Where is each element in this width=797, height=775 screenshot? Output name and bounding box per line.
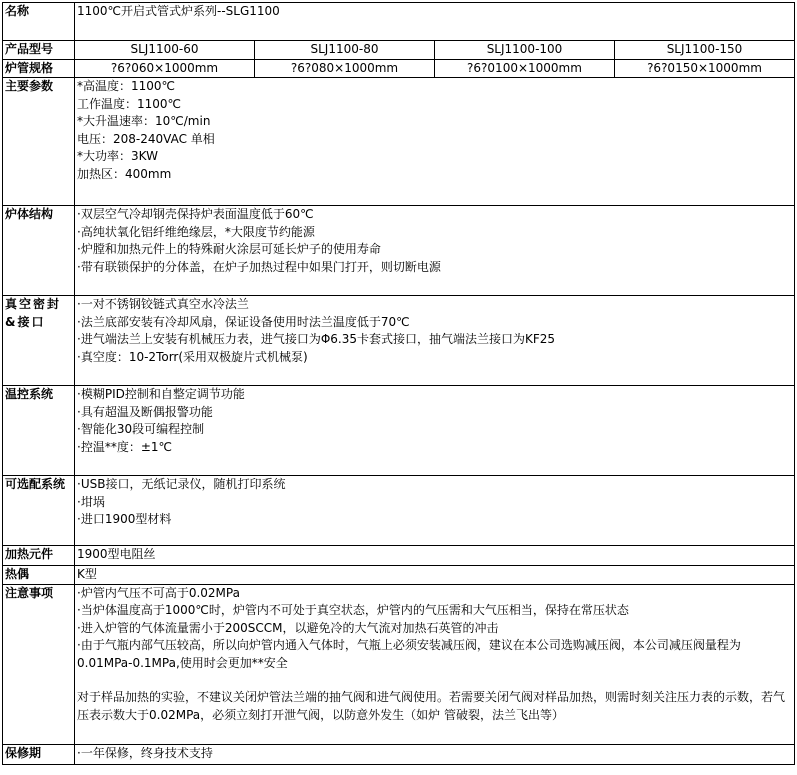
tube-cell: ?6?060×1000mm (75, 59, 255, 78)
row-model (3, 41, 795, 60)
label-vacuum: 真空密封&接口 (3, 296, 75, 386)
optional-line: · USB接口，无纸记录仪，随机打印系统 (77, 476, 792, 494)
note-paragraph: 对于样品加热的实验，不建议关闭炉管法兰端的抽气阀和进气阀使用。若需要关闭气阀对样品加热，则需时刻关注压力表的示数，若气压表示数大于0.02MPa，必须立刻打开泄气阀，以防意外发生（如炉 管破裂，法兰飞出等） (77, 690, 786, 722)
tube-cell: ?6?0100×1000mm (435, 59, 615, 78)
label-name: 名称 (3, 3, 75, 41)
tube-cell: ?6?080×1000mm (255, 59, 435, 78)
model-cell: SLJ1100-80 (255, 41, 435, 60)
value-structure (75, 206, 795, 296)
label-model: 产品型号 (3, 41, 75, 60)
param-line: *大功率：3KW (77, 149, 158, 163)
value-vacuum (75, 296, 795, 386)
param-line: 电压：208-240VAC 单相 (77, 131, 215, 146)
value-thermocouple: K型 (75, 566, 795, 585)
control-line: · 具有超温及断偶报警功能 (77, 404, 792, 422)
optional-line: · 进口1900型材料 (77, 511, 792, 529)
note-line: · 由于气瓶内部气压较高，所以向炉管内通入气体时，气瓶上必须安装减压阀，建议在本公司选购减压阀，本公司减压阀量程为0.01MPa-0.1MPa,使用时会更加**安全 (77, 637, 792, 672)
vacuum-line: · 一对不锈钢铰链式真空水冷法兰 (77, 296, 792, 314)
note-line: · 炉管内气压不可高于0.02MPa (77, 585, 792, 603)
label-notes: 注意事项 (3, 584, 75, 744)
tube-cell: ?6?0150×1000mm (615, 59, 795, 78)
row-tube (3, 59, 795, 78)
vacuum-line: · 进气端法兰上安装有机械压力表，进气接口为Φ6.35卡套式接口，抽气端法兰接口为KF25 (77, 331, 792, 349)
optional-line: · 坩埚 (77, 494, 792, 512)
note-line: · 进入炉管的气体流量需小于200SCCM，以避免冷的大气流对加热石英管的冲击 (77, 620, 792, 638)
row-notes (3, 584, 795, 744)
label-warranty: 保修期 (3, 744, 75, 764)
row-params (3, 78, 795, 206)
note-line: · 当炉体温度高于1000℃时，炉管内不可处于真空状态，炉管内的气压需和大气压相当，保持在常压状态 (77, 602, 792, 620)
label-optional: 可选配系统 (3, 476, 75, 546)
value-heater: 1900型电阻丝 (75, 546, 795, 566)
label-control: 温控系统 (3, 386, 75, 476)
row-structure (3, 206, 795, 296)
value-control (75, 386, 795, 476)
structure-line: · 高纯状氧化铝纤维绝缘层，*大限度节约能源 (77, 224, 792, 242)
row-heater (3, 546, 795, 566)
value-name: 1100℃开启式管式炉系列--SLG1100 (75, 3, 795, 41)
control-line: · 智能化30段可编程控制 (77, 421, 792, 439)
structure-line: · 带有联锁保护的分体盖，在炉子加热过程中如果门打开，则切断电源 (77, 259, 792, 277)
param-line: *高温度：1100℃ (77, 79, 176, 93)
model-cell: SLJ1100-60 (75, 41, 255, 60)
vacuum-line: · 法兰底部安装有冷却风扇，保证设备使用时法兰温度低于70℃ (77, 314, 792, 332)
label-params: 主要参数 (3, 78, 75, 206)
vacuum-line: · 真空度：10-2Torr(采用双极旋片式机械泵) (77, 349, 792, 367)
value-params (75, 78, 795, 206)
row-thermocouple (3, 566, 795, 585)
label-thermocouple: 热偶 (3, 566, 75, 585)
row-name (3, 3, 795, 41)
param-line: *大升温速率：10℃/min (77, 114, 211, 128)
label-tube: 炉管规格 (3, 59, 75, 78)
label-structure: 炉体结构 (3, 206, 75, 296)
row-control (3, 386, 795, 476)
value-warranty: · 一年保修，终身技术支持 (75, 744, 795, 764)
row-warranty (3, 744, 795, 764)
label-heater: 加热元件 (3, 546, 75, 566)
value-optional (75, 476, 795, 546)
structure-line: · 炉膛和加热元件上的特殊耐火涂层可延长炉子的使用寿命 (77, 241, 792, 259)
param-line: 工作温度：1100℃ (77, 96, 182, 111)
model-cell: SLJ1100-150 (615, 41, 795, 60)
row-vacuum (3, 296, 795, 386)
control-line: · 模糊PID控制和自整定调节功能 (77, 386, 792, 404)
param-line: 加热区：400mm (77, 166, 172, 181)
model-cell: SLJ1100-100 (435, 41, 615, 60)
value-notes (75, 584, 795, 744)
control-line: · 控温**度：±1℃ (77, 439, 792, 457)
spec-table (2, 2, 795, 765)
row-optional (3, 476, 795, 546)
structure-line: · 双层空气冷却钢壳保持炉表面温度低于60℃ (77, 206, 792, 224)
